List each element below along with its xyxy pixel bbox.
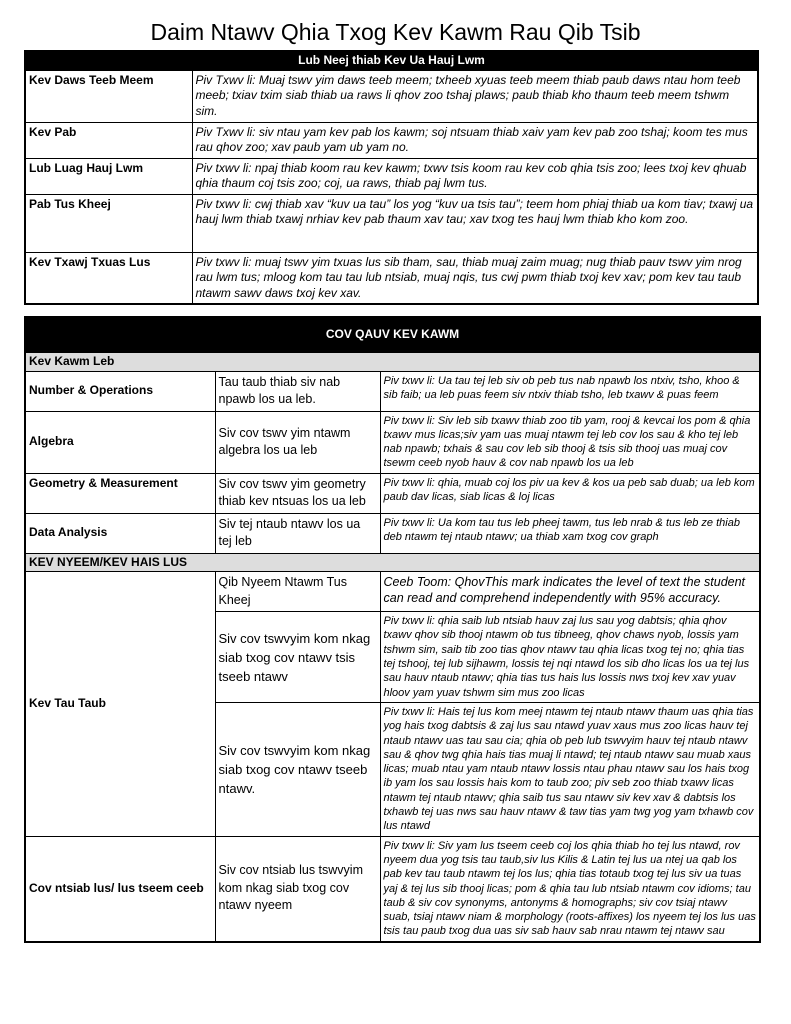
row-label: Kev Pab <box>25 122 192 158</box>
row-label: Data Analysis <box>25 513 215 553</box>
row-example: Piv txwv li: Hais tej lus kom meej ntawm tej ntaub ntawv thaum uas qhia tias yog hais txog dabtsis & zaj lus sau ntawd yuav xaus mus zoo licas hauv tej ntaub ntawv uas tau sau cia; qhia ob peb lub tswvyim hauv tej ntaub ntawv sau & qhov twg qhia hais tias muaj li ntawd; tej ntaub ntawv sau muab xaus licas; muab ntau yam ntaub ntawv lossis ntau phau ntawv sau los hais txog ib yam los sau lossis hais kom to taub zoo; piv seb zoo thiab txawv licas ntawm tej ntaub ntawv; qhia saib tus sau ntawv siv kev xav & dabtsis los txhawb tej uas nws sau hauv ntawv & taw tias yam twg yog yam txhawb cov lus ntawd <box>380 702 760 836</box>
row-label: Geometry & Measurement <box>25 473 215 513</box>
row-standard: Qib Nyeem Ntawm Tus Kheej <box>215 572 380 612</box>
section-row <box>25 553 760 572</box>
row-standard: Siv cov tswvyim kom nkag siab txog cov ntawv tsis tseeb ntawv <box>215 612 380 703</box>
reading-section-title: KEV NYEEM/KEV HAIS LUS <box>25 553 760 572</box>
row-standard: Siv cov ntsiab lus tswvyim kom nkag siab txog cov ntawv nyeem <box>215 836 380 942</box>
table-header-row <box>25 317 760 353</box>
learning-standards-header: COV QAUV KEV KAWM <box>25 317 760 353</box>
row-example: Piv txwv li: Ua kom tau tus leb pheej tawm, tus leb nrab & tus leb ze thiab deb ntawm tej ntaub ntawv; ua thiab xam txog cov graph <box>380 513 760 553</box>
row-label: Pab Tus Kheej <box>25 194 192 252</box>
row-description: Piv Txwv li: siv ntau yam kev pab los kawm; soj ntsuam thiab xaiv yam kev pab zoo tshaj; koom tes mus rau qhov zoo; xav paub yam ub yam no. <box>192 122 758 158</box>
row-example: Piv txwv li: qhia, muab coj los piv ua kev & kos ua peb sab duab; ua leb kom paub dav licas, siab licas & loj licas <box>380 473 760 513</box>
row-example: Piv txwv li: Ua tau tej leb siv ob peb tus nab npawb los ntxiv, tsho, khoo & sib faib; ua leb puas feem siv ntxiv thiab tsho, leb txawv & puas feem <box>380 371 760 411</box>
row-standard: Tau taub thiab siv nab npawb los ua leb. <box>215 371 380 411</box>
row-standard: Siv cov tswv yim geometry thiab kev ntsuas los ua leb <box>215 473 380 513</box>
life-work-table <box>24 50 759 305</box>
table-row <box>25 371 760 411</box>
table-row <box>25 572 760 612</box>
table-row <box>25 252 758 304</box>
row-standard: Siv tej ntaub ntawv los ua tej leb <box>215 513 380 553</box>
reading-comprehension-label: Kev Tau Taub <box>25 572 215 836</box>
section-row <box>25 353 760 372</box>
life-work-header: Lub Neej thiab Kev Ua Hauj Lwm <box>25 51 758 70</box>
math-section-title: Kev Kawm Leb <box>25 353 760 372</box>
table-row <box>25 473 760 513</box>
row-label: Algebra <box>25 411 215 473</box>
row-example: Ceeb Toom: QhovThis mark indicates the level of text the student can read and comprehend independently with 95% accuracy. <box>380 572 760 612</box>
row-standard: Siv cov tswv yim ntawm algebra los ua leb <box>215 411 380 473</box>
row-standard: Siv cov tswvyim kom nkag siab txog cov ntawv tseeb ntawv. <box>215 702 380 836</box>
table-row <box>25 194 758 252</box>
table-row <box>25 158 758 194</box>
page-title: Daim Ntawv Qhia Txog Kev Kawm Rau Qib Tsib <box>150 19 641 45</box>
row-description: Piv txwv li: npaj thiab koom rau kev kawm; txwv tsis koom rau kev cob qhia tsis zoo; lees txoj kev qhuab qhia thaum coj tsis zoo; coj, ua raws, thiab paj lwm tus. <box>192 158 758 194</box>
table-row <box>25 122 758 158</box>
row-example: Piv txwv li: Siv yam lus tseem ceeb coj los qhia thiab ho tej lus ntawd, rov nyeem dua yog tsis tau taub,siv lus Kilis & Latin tej lus ua ntej ua qab los pab kev tau taub ntawm tej los lus; qhia tias totaub txog tej lus siv ua tuas yaj & tej lus sib thooj licas; pom & qhia tau lub ntsiab ntawm cov idioms; tau taub & siv cov synonyms, antonyms & homographs; siv cov tsiaj ntawv suab, tsiaj ntawv niam & morphology (roots-affixes) los nyeem tej los lus uas tsis tau paub txog dua uas siv sab hauv sab nrau ntawm tej ntawv sau <box>380 836 760 942</box>
row-label: Kev Txawj Txuas Lus <box>25 252 192 304</box>
row-description: Piv Txwv li: Muaj tswv yim daws teeb meem; txheeb xyuas teeb meem thiab paub daws ntau hom teeb meeb; txiav txim siab thiab ua raws li qhov zoo tshaj plaws; paub thiab kho thaum teeb meem tshwm sim. <box>192 70 758 122</box>
table-header-row <box>25 51 758 70</box>
table-row <box>25 411 760 473</box>
learning-standards-table <box>24 316 761 943</box>
row-description: Piv txwv li: muaj tswv yim txuas lus sib tham, sau, thiab muaj zaim muag; nug thiab pauv tswv yim nrog rau lwm tus; mloog kom tau tau lub ntsiab, muaj nqis, tus cwj pwm thiab txoj kev xav; pom kev tau taub ntawm sawv daws txoj kev xav. <box>192 252 758 304</box>
row-label: Cov ntsiab lus/ lus tseem ceeb <box>25 836 215 942</box>
row-label: Lub Luag Hauj Lwm <box>25 158 192 194</box>
table-row <box>25 836 760 942</box>
table-row <box>25 70 758 122</box>
row-label: Number & Operations <box>25 371 215 411</box>
row-example: Piv txwv li: qhia saib lub ntsiab hauv zaj lus sau yog dabtsis; qhia qhov txawv qhov sib thooj ntawm ob tus tibneeg, qhov chaws nyob, lossis yam tshwm sim, saib tib zoo tias qhov ntawv tau qhia licas txog tej no; qhia tias tej tshooj, tej lub sijhawm, lossis tej nqi ntawd los sib dho licas los ua tej lus sau hauv ntaub ntawv; qhia tias tus hais lus lossis nws txoj kev xav yuav hloov yam yuav tshwm sim mus zoo licas <box>380 612 760 703</box>
table-row <box>25 513 760 553</box>
row-description: Piv txwv li: cwj thiab xav “kuv ua tau” los yog “kuv ua tsis tau”; teem hom phiaj thiab ua kom tiav; txawj ua hauj lwm thiab txawj nrhiav kev pab thaum xav tau; xav txog tes hauj lwm thiab kho kom zoo. <box>192 194 758 252</box>
row-label: Kev Daws Teeb Meem <box>25 70 192 122</box>
row-example: Piv txwv li: Siv leb sib txawv thiab zoo tib yam, rooj & kevcai los pom & qhia txawv mus licas;siv yam uas muaj ntawm tej leb cov los sau & kho tej leb nab npawb; txhais & sau cov leb sib thooj & tsis sib thooj uas muaj cov tsewm ceeb nyob hauv & cov nab npawb los ua leb <box>380 411 760 473</box>
